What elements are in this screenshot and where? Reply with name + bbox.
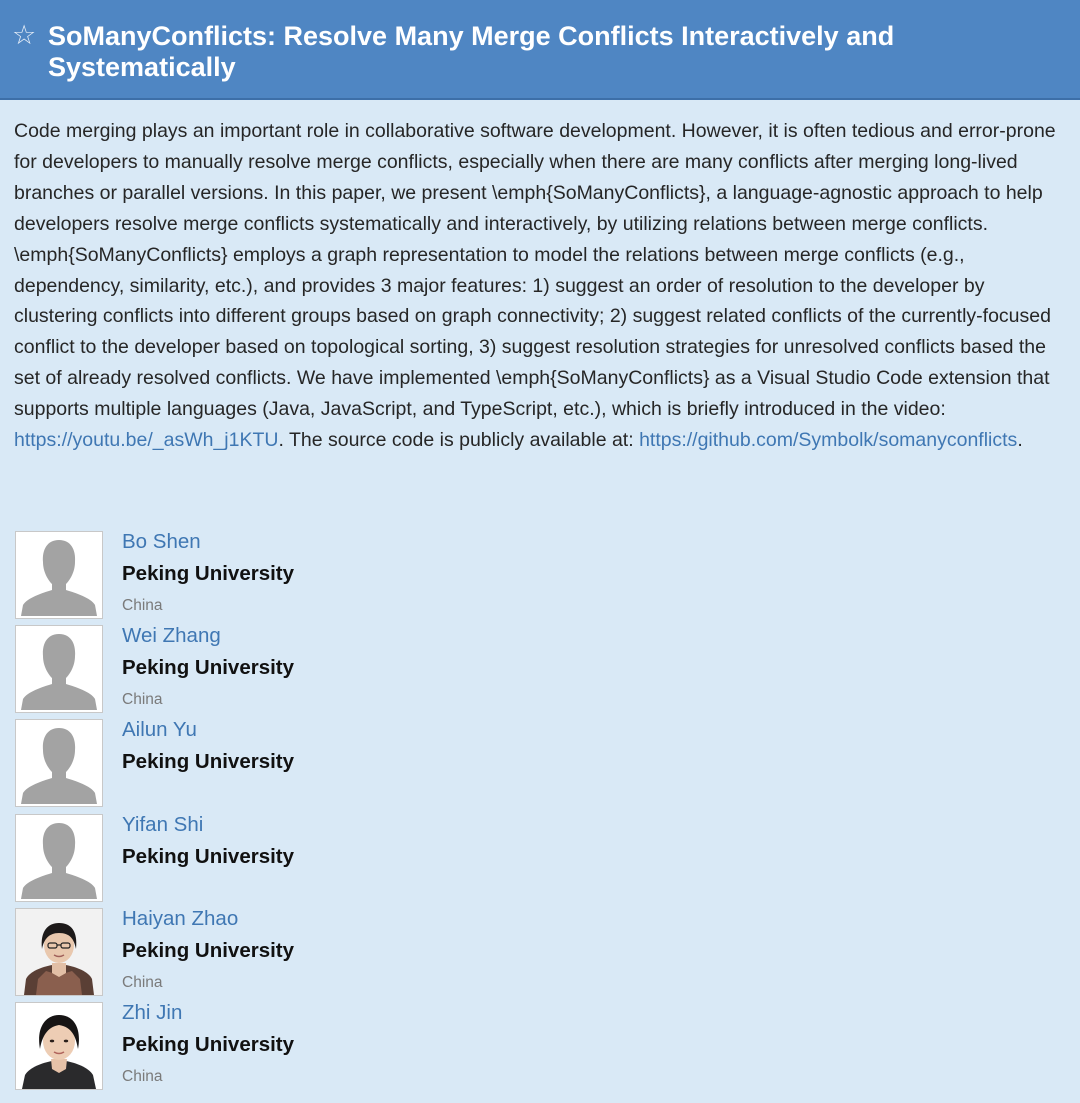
author-item: [15, 624, 615, 718]
paper-title: SoManyConflicts: Resolve Many Merge Conflicts Interactively and Systematically: [48, 21, 895, 82]
author-country: China: [122, 1067, 163, 1085]
avatar-placeholder: [15, 531, 103, 619]
author-name[interactable]: Zhi Jin: [122, 1000, 183, 1024]
author-name[interactable]: Bo Shen: [122, 530, 201, 553]
abstract-middle-text: . The source code is publicly available at:: [278, 429, 640, 452]
abstract-end-text: .: [1017, 429, 1023, 452]
author-item: [15, 1001, 615, 1095]
author-name[interactable]: Haiyan Zhao: [122, 906, 239, 930]
author-country: China: [122, 597, 163, 614]
author-affiliation: Peking University: [122, 656, 295, 680]
author-affiliation: Peking University: [122, 1032, 295, 1056]
avatar-placeholder: [15, 625, 103, 713]
author-photo: [15, 908, 103, 996]
avatar-placeholder: [15, 719, 103, 807]
author-item: [15, 718, 615, 812]
author-item: [15, 530, 615, 624]
author-name[interactable]: Yifan Shi: [122, 812, 204, 836]
author-name[interactable]: Wei Zhang: [122, 624, 221, 648]
author-name[interactable]: Ailun Yu: [122, 718, 197, 742]
author-photo: [15, 1002, 103, 1090]
star-outline-icon[interactable]: ☆: [12, 20, 37, 50]
author-affiliation: Peking University: [122, 938, 295, 962]
author-affiliation: Peking University: [122, 562, 295, 585]
author-country: China: [122, 973, 163, 991]
author-affiliation: Peking University: [122, 844, 295, 868]
page-header: [0, 0, 1080, 100]
author-item: [15, 813, 615, 907]
author-list: [15, 530, 615, 1095]
source-code-link[interactable]: https://github.com/Symbolk/somanyconflicts: [639, 429, 1018, 452]
author-affiliation: Peking University: [122, 750, 295, 774]
author-item: [15, 907, 615, 1001]
abstract-text: Code merging plays an important role in collaborative software development. However, it is often tedious and error-prone for developers to manually resolve merge conflicts, especially when there are many conflicts after merging long-lived branches or parallel versions. In this paper, we present \emph{SoManyConflicts}, a language-agnostic approach to help developers resolve merge conflicts systematically and interactively, by utilizing relations between merge conflicts. \emph{SoManyConflicts} employs a graph representation to model the relations between merge conflicts (e.g., dependency, similarity, etc.), and provides 3 major features: 1) suggest an order of resolution to the developer by clustering conflicts into different groups based on graph connectivity; 2) suggest related conflicts of the currently-focused conflict to the developer based on topological sorting, 3) suggest resolution strategies for unresolved conflicts based the set of already resolved conflicts. We have implemented \emph{SoManyConflicts} as a Visual Studio Code extension that supports multiple languages (Java, JavaScript, and TypeScript, etc.), which is briefly introduced in the video:: [14, 120, 1056, 421]
abstract: [14, 116, 1070, 456]
video-link[interactable]: https://youtu.be/_asWh_j1KTU: [14, 429, 279, 452]
avatar-placeholder: [15, 814, 103, 902]
author-country: China: [122, 691, 163, 709]
